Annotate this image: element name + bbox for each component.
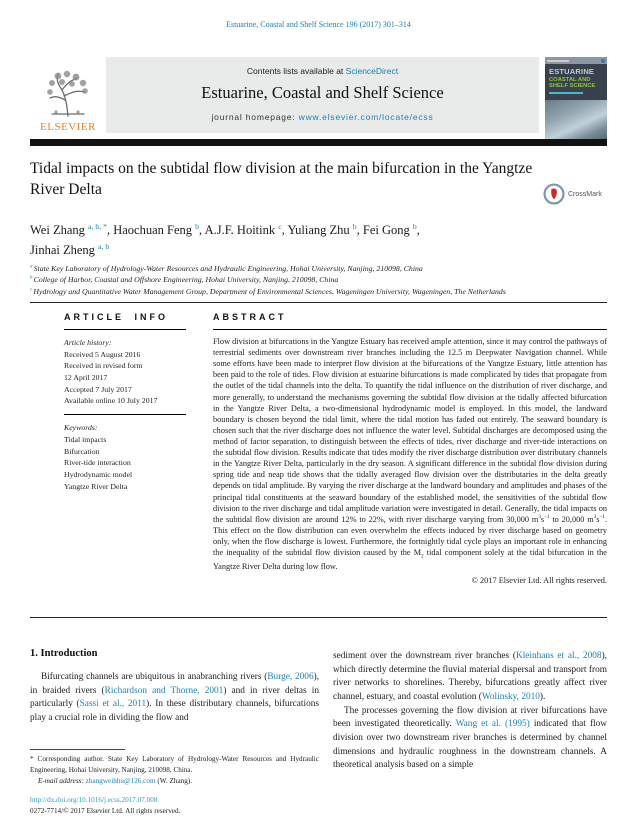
intro-left-column xyxy=(30,648,319,726)
cover-title-line2: COASTAL AND xyxy=(549,77,591,83)
history-line: Accepted 7 July 2017 xyxy=(64,384,132,394)
journal-header xyxy=(30,57,607,133)
history-line: Received in revised form xyxy=(64,361,143,371)
title-block xyxy=(30,158,542,201)
text-segment: s xyxy=(596,514,600,524)
contents-lists-line xyxy=(106,66,539,76)
citation-link[interactable]: Kleinhans et al., 2008 xyxy=(516,651,602,661)
text-segment: Jinhai Zheng xyxy=(30,242,99,257)
email-link[interactable]: zhangweihhu@126.com xyxy=(85,776,156,785)
doi-link[interactable]: http://dx.doi.org/10.1016/j.ecss.2017.07.008 xyxy=(30,796,158,804)
history-line: 12 April 2017 xyxy=(64,373,108,383)
text-segment: State Key Laboratory of Hydrology-Water Resources and Hydraulic Engineering, Hohai University, Nanjing, 210098, China xyxy=(33,264,423,273)
cover-title-line3: SHELF SCIENCE xyxy=(549,83,596,89)
abstract-text xyxy=(213,336,607,572)
text-segment: , A.J.F. Hoitink xyxy=(199,223,279,238)
cover-top-bar xyxy=(545,57,607,64)
text-segment: −1 xyxy=(544,513,550,520)
header-divider-bar xyxy=(30,139,607,146)
text-segment: ), in braided rivers ( xyxy=(30,672,320,696)
intro-right-column xyxy=(333,650,607,773)
cover-volume-strip xyxy=(549,92,583,94)
keyword-item: Tidal impacts xyxy=(64,434,107,444)
article-title: Tidal impacts on the subtidal flow division at the main bifurcation in the Yangtze River Delta xyxy=(30,160,533,199)
journal-homepage-line xyxy=(106,112,539,122)
copyright-line: © 2017 Elsevier Ltd. All rights reserved. xyxy=(471,575,607,585)
abstract-heading-rule xyxy=(213,329,607,330)
article-info-heading: ARTICLE INFO xyxy=(64,312,168,322)
text-segment: , Fei Gong xyxy=(356,223,413,238)
sciencedirect-link[interactable]: ScienceDirect xyxy=(345,66,399,76)
text-segment: E-mail address: xyxy=(38,776,86,785)
citation-link[interactable]: c xyxy=(278,222,282,231)
text-segment: 3 xyxy=(538,513,541,520)
intro-paragraph-right-2 xyxy=(333,705,607,773)
citation-link[interactable]: Richardson and Thorne, 2001 xyxy=(104,685,224,696)
article-info-column xyxy=(64,312,196,492)
citation-link[interactable]: b xyxy=(195,222,200,231)
text-segment: . This effect on the flow distribution can even overwhelm the effects induced by river discharge based on geometry only, when the flow discharge is lowest. Furthermore, the fortnightly tidal cycle plays an important role in enhancing the inequality of the subtidal flow division caused by the M xyxy=(213,514,608,558)
cover-logo-dot xyxy=(601,59,605,63)
homepage-url-link[interactable]: www.elsevier.com/locate/ecss xyxy=(298,112,434,122)
elsevier-tree-icon xyxy=(42,68,94,120)
affiliation-a xyxy=(30,263,607,274)
crossmark-label: CrossMark xyxy=(568,190,602,198)
text-segment: ). xyxy=(539,691,546,702)
journal-cover-thumbnail xyxy=(545,57,607,140)
keywords-rule xyxy=(64,414,186,415)
keyword-item: Hydrodynamic model xyxy=(64,469,133,479)
text-segment: s xyxy=(540,514,545,524)
citation-link[interactable]: a, b xyxy=(98,241,110,251)
text-segment: , Haochuan Feng xyxy=(106,223,196,238)
citation-link[interactable]: a xyxy=(30,264,34,270)
bottom-metadata xyxy=(30,795,180,817)
text-segment: 2 xyxy=(421,553,424,560)
issn-copyright-line: 0272-7714/© 2017 Elsevier Ltd. All rights reserved. xyxy=(30,806,181,815)
journal-masthead xyxy=(106,57,539,133)
author-line-2 xyxy=(30,241,550,261)
text-segment: −1 xyxy=(599,513,605,520)
article-info-rule xyxy=(64,329,186,330)
keywords-label: Keywords: xyxy=(64,423,98,433)
keywords-list xyxy=(64,434,196,492)
keyword-item: River-tide interaction xyxy=(64,458,131,468)
crossmark-icon xyxy=(543,183,565,205)
text-segment: ). In these distributary channels, bifurcations play a crucial role in dividing the flow and xyxy=(30,699,319,723)
text-segment: tidal component solely at the tidal bifurcation in the Yangtze River Delta during low flow. xyxy=(213,548,607,571)
citation-link[interactable]: b xyxy=(412,222,417,231)
keyword-item: Bifurcation xyxy=(64,446,100,456)
citation-link[interactable]: Wang et al. (1995) xyxy=(455,719,530,730)
text-segment: Wei Zhang xyxy=(30,223,89,238)
text-segment: 3 xyxy=(593,513,597,520)
text-segment: sediment over the downstream river branches ( xyxy=(333,651,516,661)
text-segment: Bifurcating channels are ubiquitous in anabranching rivers ( xyxy=(41,672,268,682)
elsevier-logo xyxy=(30,57,106,133)
citation-link[interactable]: b xyxy=(352,222,357,231)
text-segment: ), which directly determine the fluvial material dispersal and transport from river networks to shorelines. Thereby, bifurcations greatly affect river channel, estuary, and coastal evolution ( xyxy=(333,651,607,702)
text-segment: to 20,000 m xyxy=(549,514,594,524)
abstract-bottom-rule xyxy=(30,617,607,618)
text-segment: The processes governing the flow division at river bifurcations have been investigated theoretically. xyxy=(333,705,607,730)
footnote-email-line xyxy=(30,776,319,787)
text-segment: (W. Zhang). xyxy=(155,776,193,785)
journal-citation-line: Estuarine, Coastal and Shelf Science 196 (2017) 301–314 xyxy=(226,20,411,29)
affiliation-b xyxy=(30,274,607,285)
citation-link[interactable]: Burge, 2006 xyxy=(267,672,314,682)
text-segment: College of Harbor, Coastal and Offshore Engineering, Hohai University, Nanjing, 210098, China xyxy=(33,275,339,285)
abstract-heading: ABSTRACT xyxy=(213,312,287,322)
affiliation-c xyxy=(30,286,607,297)
footnote-rule xyxy=(30,749,125,750)
corresponding-author-footnote xyxy=(30,749,319,786)
homepage-label: journal homepage: xyxy=(211,112,299,122)
crossmark-badge[interactable] xyxy=(543,183,602,205)
article-history-list xyxy=(64,349,196,407)
article-history-label: Article history: xyxy=(64,338,112,347)
text-segment: Flow division at bifurcations in the Yangtze Estuary has received ample attention, since it may control the pathways of terrestrial sediments over downstream river branches including the 12.5 m Deepwater Navigation channel. While some efforts have been made to interpret flow division at the bifurcations of the Yangtze Estuary, little attention has been paid to the role of tides. Flow division at estuarine bifurcations is made complicated by tides that propagate from the outlet of the tidal channels into the delta. To quantify the tidal influence on the distribution of river discharge, and more generally, to understand the mechanisms governing the subtidal flow division at the tidally affected bifurcation in the Yangtze River Delta, a two-dimensional hydrodynamic model is employed. In this model, the landward boundary is chosen beyond the tidal limit, where the tidal motion has faded out entirely. The seaward boundary is chosen such that the river discharge does not influence the water level. Subtidal discharges are decomposed using the method of factor separation, to distinguish between the effects of tides, river discharge and river-tide interactions on the subtidal flow division. Results indicate that tides modify the river discharge distribution over distributary channels in the Yangtze River Delta, particularly in the dry season. A significant difference in the subtidal flow division during spring tide and neap tide shows that the tidally averaged flow division over the distributaries in the delta greatly depends on tidal amplitude. By varying the river discharge at the landward boundary and amplitudes and phases of the principal tidal constituents at the seaward boundary of the established model, the sensitivities of the subtidal flow division to the river discharge and tidal amplitude variation were investigated in detail. Generally, the tidal impacts on the subtidal flow division are around 12% to 22%, with river discharge varying from 30,000 m xyxy=(213,337,607,524)
citation-link[interactable]: Sassi et al., 2011 xyxy=(79,699,147,710)
text-segment: indicated that flow division over two downstream river branches is determined by channel dimensions and hydraulic roughness in the downstream channels. A theoretical analysis based on a simple xyxy=(333,719,607,771)
text-segment: , Yuliang Zhu xyxy=(281,223,353,238)
author-line-1 xyxy=(30,221,550,241)
keyword-item: Yangtze River Delta xyxy=(64,481,128,491)
citation-link[interactable]: a, b, * xyxy=(88,222,107,231)
contents-text: Contents lists available at xyxy=(246,66,346,76)
elsevier-wordmark: ELSEVIER xyxy=(40,121,96,133)
intro-paragraph-left xyxy=(30,671,319,726)
citation-link[interactable]: b xyxy=(30,275,34,281)
section-heading-introduction: 1. Introduction xyxy=(30,648,98,659)
cover-publisher-strip xyxy=(547,60,569,62)
history-line: Available online 10 July 2017 xyxy=(64,396,158,406)
cover-title-line1: ESTUARINE xyxy=(549,67,595,76)
abstract-top-rule xyxy=(30,302,607,303)
text-segment: Hydrology and Quantitative Water Management Group, Department of Environmental Sciences, Wageningen University, Wageningen, The Netherlands xyxy=(33,286,506,296)
citation-link[interactable]: c xyxy=(30,287,34,292)
intro-paragraph-right-1 xyxy=(333,650,607,705)
affiliations xyxy=(30,263,607,297)
history-line: Received 5 August 2016 xyxy=(64,349,141,359)
citation-link[interactable]: Wolinsky, 2010 xyxy=(481,691,540,702)
abstract-column xyxy=(213,312,607,585)
text-segment: ) and in river deltas in particularly ( xyxy=(30,685,319,710)
cover-coast-photo xyxy=(545,100,607,140)
footnote-corresponding-author: * Corresponding author. State Key Laboratory of Hydrology-Water Resources and Hydraulic Engineering, Hohai University, Nanjing, 210098, China. xyxy=(30,755,319,774)
author-list xyxy=(30,221,550,260)
journal-title: Estuarine, Coastal and Shelf Science xyxy=(201,83,444,102)
text-segment: , xyxy=(416,223,420,238)
